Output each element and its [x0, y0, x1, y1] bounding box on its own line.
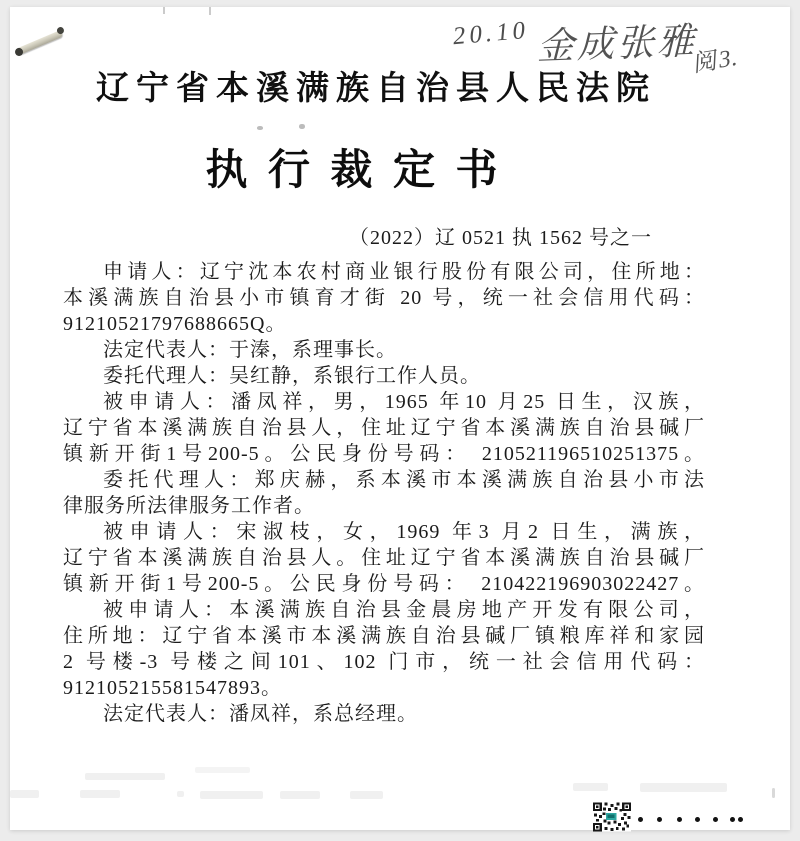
- body-line: 镇新开街1号200-5。公民身份号码： 210422196903022427。: [63, 573, 705, 595]
- bleed-through-mark: [195, 767, 250, 773]
- body-line: 辽宁省本溪满族自治县人。住址辽宁省本溪满族自治县碱厂: [63, 547, 705, 569]
- body-line: 被申请人：潘凤祥，男，1965 年10 月25 日生，汉族，: [103, 391, 705, 413]
- bleed-through-mark: [280, 791, 320, 799]
- ink-speck: [257, 126, 263, 130]
- document-title: 执 行 裁 定 书: [205, 148, 503, 194]
- bleed-through-mark: [80, 790, 120, 798]
- qr-code-icon: [593, 802, 631, 832]
- bleed-through-mark: [85, 773, 165, 780]
- body-line: 91210521797688665Q。: [63, 313, 287, 335]
- body-line: 法定代表人：于溱，系理事长。: [103, 339, 397, 361]
- body-line: 法定代表人：潘凤祥，系总经理。: [103, 703, 418, 725]
- bleed-through-mark: [200, 791, 263, 799]
- dot: [738, 817, 743, 822]
- bleed-through-mark: [640, 783, 727, 792]
- dot: [695, 817, 700, 822]
- body-line: 委托代理人：吴红静，系银行工作人员。: [103, 365, 481, 387]
- body-line: 本溪满族自治县小市镇育才街 20 号，统一社会信用代码：: [63, 287, 705, 309]
- ink-speck: [299, 124, 305, 129]
- handwritten-signature: 金成张雅: [534, 21, 705, 69]
- body-line: 被申请人：本溪满族自治县金晨房地产开发有限公司，: [103, 599, 705, 621]
- bleed-through-mark: [573, 783, 608, 791]
- body-line: 住所地：辽宁省本溪市本溪满族自治县碱厂镇粮库祥和家园: [63, 625, 705, 647]
- bleed-through-mark: [177, 791, 184, 797]
- document-page: [10, 7, 790, 830]
- body-line: 委托代理人：郑庆赫，系本溪市本溪满族自治县小市法: [103, 469, 705, 491]
- body-line: 被申请人：宋淑枝，女，1969 年3 月2 日生，满族，: [103, 521, 705, 543]
- bleed-through-mark: [772, 788, 775, 798]
- dot: [713, 817, 718, 822]
- body-line: 2 号楼-3 号楼之间101、102 门市，统一社会信用代码：: [63, 651, 705, 673]
- body-line: 辽宁省本溪满族自治县人，住址辽宁省本溪满族自治县碱厂: [63, 417, 705, 439]
- case-number: （2022）辽 0521 执 1562 号之一: [349, 227, 652, 249]
- staple-mark: [17, 30, 64, 55]
- document-body: [63, 259, 705, 727]
- body-line: 镇新开街1号200-5。公民身份号码： 210521196510251375。: [63, 443, 705, 465]
- dot: [638, 817, 643, 822]
- handwritten-date: 20.10: [451, 16, 531, 51]
- bleed-through-mark: [10, 790, 39, 798]
- handwritten-note: 阅3.: [693, 44, 740, 78]
- bleed-through-mark: [350, 791, 383, 799]
- dot: [677, 817, 682, 822]
- court-name: 辽宁省本溪满族自治县人民法院: [96, 71, 656, 107]
- dot: [730, 817, 735, 822]
- dot: [657, 817, 662, 822]
- scan-speck: [209, 7, 211, 15]
- body-line: 申请人：辽宁沈本农村商业银行股份有限公司，住所地：: [103, 261, 705, 283]
- body-line: 律服务所法律服务工作者。: [63, 495, 315, 517]
- scan-speck: [163, 7, 165, 14]
- body-line: 912105215581547893。: [63, 677, 282, 699]
